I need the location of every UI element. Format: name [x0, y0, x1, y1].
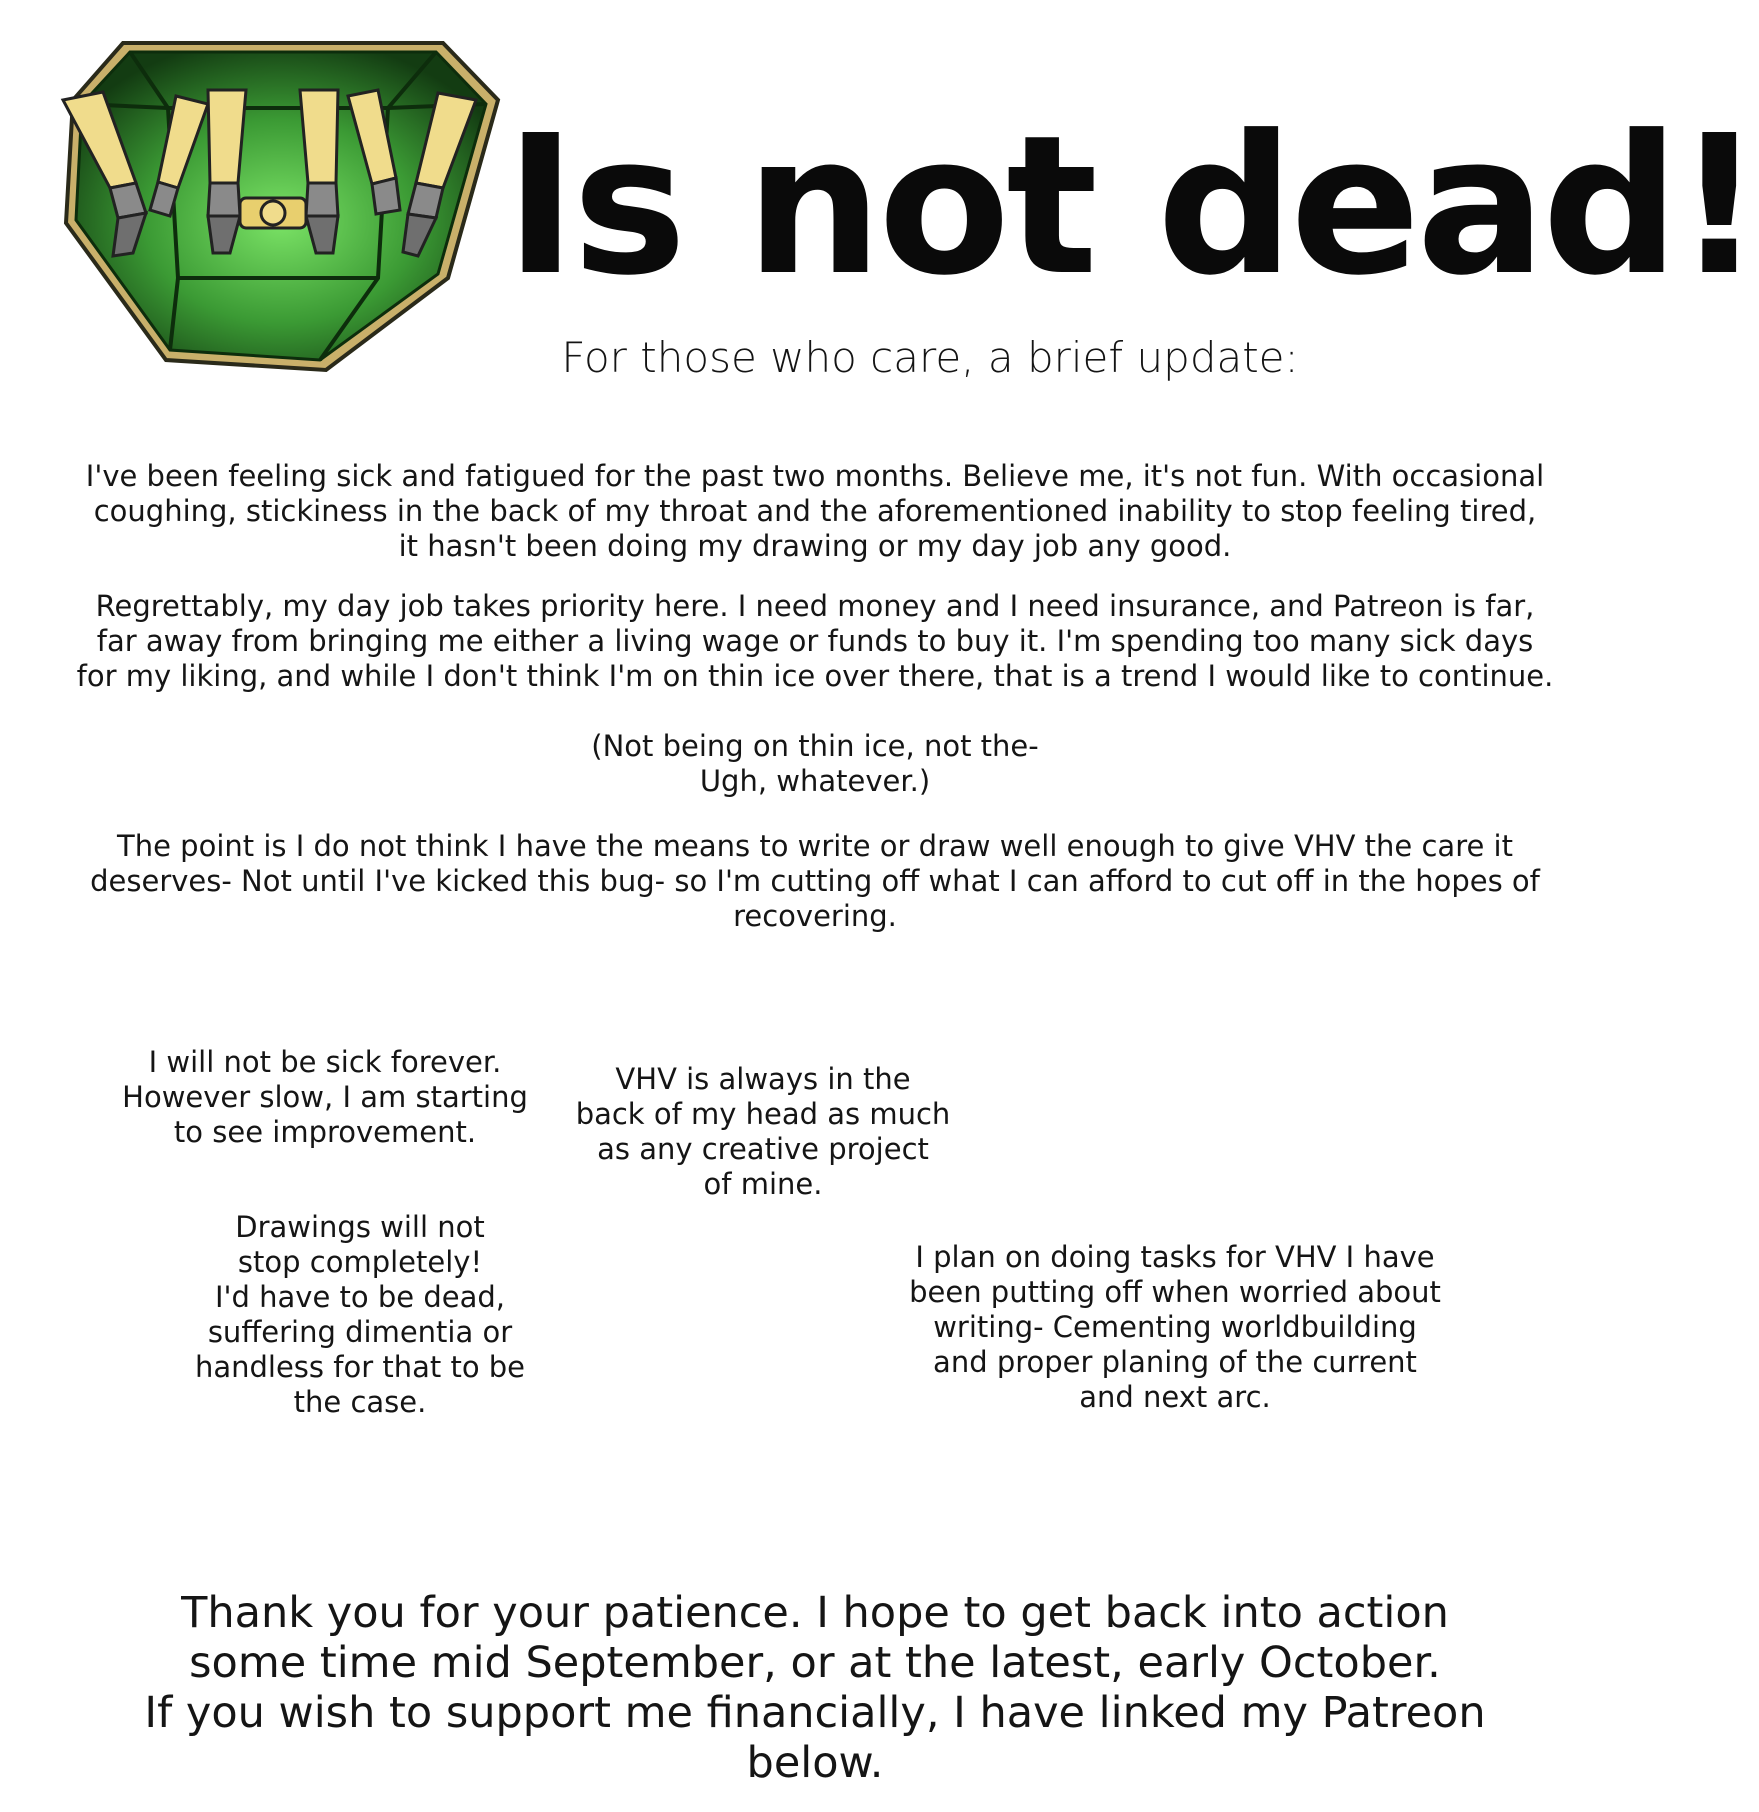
headline: Is not dead!: [505, 95, 1759, 318]
note-not-forever: I will not be sick forever. However slow, I am starting to see improvement.: [122, 1045, 528, 1149]
paragraph-sick: I've been feeling sick and fatigued for the past two months. Believe me, it's not fun. With occasional coughing, stickiness in the back of my throat and the aforementioned inability to stop feeling tired, it hasn't been doing my drawing or my day job any good.: [85, 459, 1545, 563]
vhv-logo: [58, 38, 498, 378]
note-always-in-head: VHV is always in the back of my head as much as any creative project of mine.: [575, 1062, 951, 1201]
subtitle: For those who care, a brief update:: [561, 333, 1299, 382]
closing-message: Thank you for your patience. I hope to get back into action some time mid September, or at the latest, early October. If you wish to support me financially, I have linked my Patreon below.: [144, 1588, 1486, 1788]
paragraph-point: The point is I do not think I have the means to write or draw well enough to give VHV the care it deserves- Not until I've kicked this bug- so I'm cutting off what I can afford to cut off in the hopes of recovering.: [90, 829, 1540, 933]
paragraph-thin-ice: (Not being on thin ice, not the- Ugh, whatever.): [591, 729, 1039, 798]
note-tasks: I plan on doing tasks for VHV I have been putting off when worried about writing- Cementing worldbuilding and proper planing of the current and next arc.: [909, 1240, 1441, 1414]
note-drawings: Drawings will not stop completely! I'd have to be dead, suffering dimentia or handless for that to be the case.: [194, 1210, 526, 1419]
paragraph-day-job: Regrettably, my day job takes priority here. I need money and I need insurance, and Patreon is far, far away from bringing me either a living wage or funds to buy it. I'm spending too many sick days for my liking, and while I don't think I'm on thin ice over there, that is a trend I would like to continue.: [76, 589, 1554, 693]
